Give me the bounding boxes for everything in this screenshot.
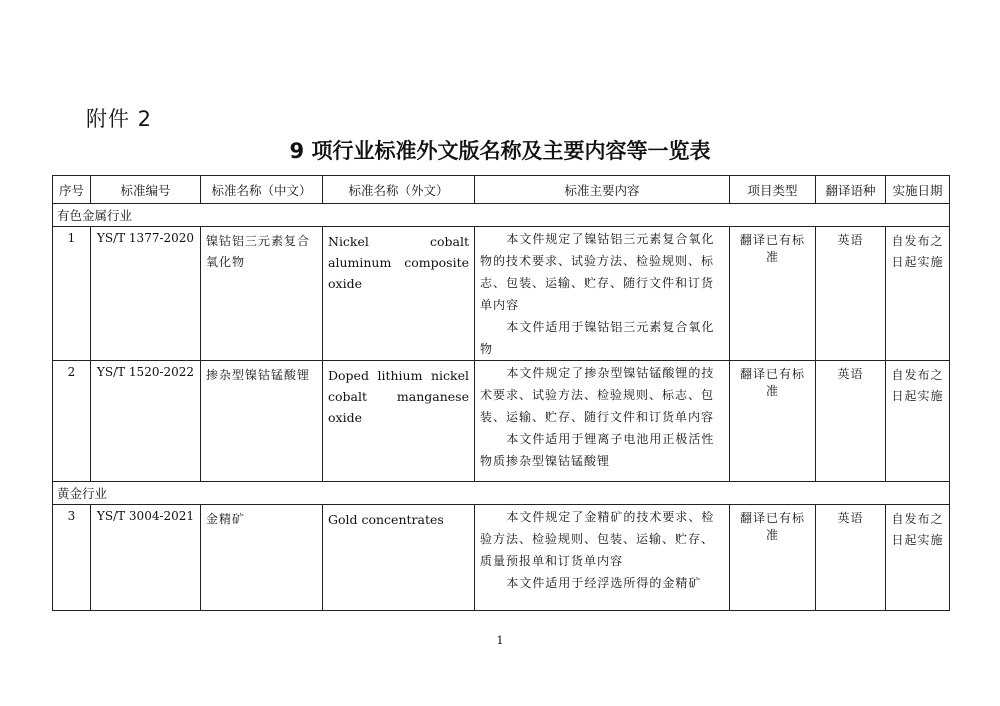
row-number: 3: [53, 505, 91, 611]
column-header: 标准编号: [91, 176, 201, 204]
standard-code: YS/T 1377-2020: [91, 227, 201, 361]
column-header: 标准名称（外文）: [323, 176, 475, 204]
standard-name-zh: 掺杂型镍钴锰酸锂: [201, 361, 323, 482]
project-type: 翻译已有标准: [730, 227, 816, 361]
table-row: [53, 505, 950, 611]
implementation-date: 自发布之日起实施: [886, 227, 950, 361]
standard-name-en: Nickel cobalt aluminum composite oxide: [323, 227, 475, 361]
standard-name-zh: 镍钴铝三元素复合氧化物: [201, 227, 323, 361]
content-paragraph: 本文件适用于锂离子电池用正极活性物质掺杂型镍钴锰酸锂: [480, 432, 715, 468]
content-paragraph: 本文件规定了镍钴铝三元素复合氧化物的技术要求、试验方法、检验规则、标志、包装、运输、贮存、随行文件和订货单内容: [480, 232, 715, 312]
standard-content: [475, 505, 730, 611]
row-number: 2: [53, 361, 91, 482]
content-paragraph: 本文件适用于经浮选所得的金精矿: [506, 576, 702, 590]
implementation-date: 自发布之日起实施: [886, 505, 950, 611]
standard-name-en: Gold concentrates: [323, 505, 475, 611]
table-row: [53, 361, 950, 482]
translation-language: 英语: [816, 227, 886, 361]
project-type: 翻译已有标准: [730, 505, 816, 611]
column-header: 序号: [53, 176, 91, 204]
column-header: 项目类型: [730, 176, 816, 204]
group-row: [53, 204, 950, 227]
implementation-date: 自发布之日起实施: [886, 361, 950, 482]
content-paragraph: 本文件规定了金精矿的技术要求、检验方法、检验规则、包装、运输、贮存、质量预报单和订货单内容: [480, 510, 715, 568]
page-number: 1: [496, 634, 504, 647]
content-paragraph: 本文件适用于镍钴铝三元素复合氧化物: [480, 320, 715, 356]
group-row: [53, 482, 950, 505]
content-paragraph: 本文件规定了掺杂型镍钴锰酸锂的技术要求、试验方法、检验规则、标志、包装、运输、贮存、随行文件和订货单内容: [480, 366, 715, 424]
table-header-row: [53, 176, 950, 204]
translation-language: 英语: [816, 361, 886, 482]
column-header: 标准名称（中文）: [201, 176, 323, 204]
translation-language: 英语: [816, 505, 886, 611]
standard-content: [475, 361, 730, 482]
group-label: 有色金属行业: [53, 204, 950, 227]
attachment-label: 附件 2: [86, 107, 153, 131]
standards-table: [52, 175, 950, 611]
standard-code: YS/T 3004-2021: [91, 505, 201, 611]
standard-name-zh: 金精矿: [201, 505, 323, 611]
column-header: 标准主要内容: [475, 176, 730, 204]
row-number: 1: [53, 227, 91, 361]
column-header: 实施日期: [886, 176, 950, 204]
table-row: [53, 227, 950, 361]
document-title: 9 项行业标准外文版名称及主要内容等一览表: [289, 139, 711, 163]
standard-name-en: Doped lithium nickel cobalt manganese oxide: [323, 361, 475, 482]
standard-content: [475, 227, 730, 361]
group-label: 黄金行业: [53, 482, 950, 505]
standard-code: YS/T 1520-2022: [91, 361, 201, 482]
project-type: 翻译已有标准: [730, 361, 816, 482]
column-header: 翻译语种: [816, 176, 886, 204]
